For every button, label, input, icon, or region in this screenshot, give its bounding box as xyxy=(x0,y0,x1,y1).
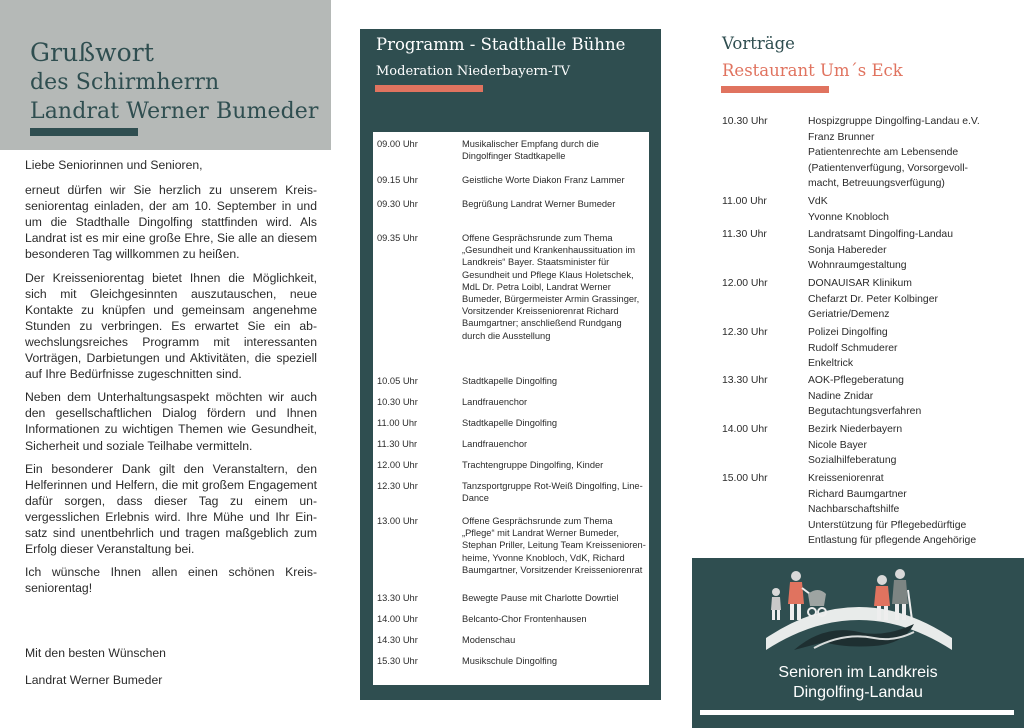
letter-signature: Landrat Werner Bumeder xyxy=(25,673,163,687)
letter-closing: Mit den besten Wünschen xyxy=(25,646,166,660)
talk-line: Rudolf Schmuderer xyxy=(808,342,898,354)
schedule-desc: Belcanto-Chor Frontenhausen xyxy=(462,614,587,624)
talk-line: DONAUISAR Klinikum xyxy=(808,278,912,289)
letter-paragraph: Neben dem Unterhaltungsaspekt möchten wir auch den gesellschaftlichen Dialog fördern und Ihnen Informationen zu wichtigen Themen wie Gesundheit, Sicherheit und soziale Teilhabe vermitteln. xyxy=(25,390,317,453)
letter-paragraph: Ich wünsche Ihnen allen einen schönen Kreisseniorentag! xyxy=(25,565,317,596)
talks-title: Vorträge xyxy=(722,34,795,53)
program-subtitle: Moderation Niederbayern-TV xyxy=(376,64,570,79)
talk-line: AOK-Pflegeberatung xyxy=(808,375,904,386)
schedule-desc: Modenschau xyxy=(462,635,516,645)
schedule-time: 09.15 Uhr xyxy=(377,175,418,185)
child-figure xyxy=(771,588,781,620)
schedule-desc: Musikalischer Empfang durch die Dingolfinger Stadtkapelle xyxy=(462,139,599,162)
schedule-desc: Trachtengruppe Dingolfing, Kinder xyxy=(462,460,604,470)
talk-line: Begutachtungsverfahren xyxy=(808,406,922,417)
talk-line: Unterstützung für Pflegebedürftige xyxy=(808,519,967,531)
schedule-time: 09.00 Uhr xyxy=(377,139,418,149)
talk-time: 12.00 Uhr xyxy=(722,278,768,289)
talk-line: Landratsamt Dingolfing-Landau xyxy=(808,229,953,240)
talk-line: Polizei Dingolfing xyxy=(808,327,888,338)
talk-line: Yvonne Knobloch xyxy=(808,211,889,223)
program-title: Programm - Stadthalle Bühne xyxy=(376,35,626,54)
talk-time: 14.00 Uhr xyxy=(722,424,768,435)
letter-paragraph: Der Kreisseniorentag bietet Ihnen die Möglichkeit, sich mit Gleichgesinnten auszutauschen, neue Kontakte zu knüpfen und gemeinsam angenehme Stunden zu verbringen. Es erwartet Sie ein abwechslungsreiches Programm mit interessanten Vorträgen, Darbietungen und Aktivitäten, die speziell auf Ihre Bedürfnisse zugeschnitten sind. xyxy=(25,270,317,382)
schedule-time: 15.30 Uhr xyxy=(377,656,418,666)
schedule-time: 13.30 Uhr xyxy=(377,593,418,603)
schedule-time: 12.00 Uhr xyxy=(377,460,418,470)
schedule-desc: Begrüßung Landrat Werner Bumeder xyxy=(462,199,616,209)
schedule-desc: Geistliche Worte Diakon Franz Lammer xyxy=(462,175,625,185)
talk-line: Nadine Znidar xyxy=(808,390,874,402)
talk-line: macht, Betreuungsverfügung) xyxy=(808,178,945,189)
logo-text-line1: Senioren im Landkreis xyxy=(778,664,938,681)
schedule-time: 09.30 Uhr xyxy=(377,199,418,209)
letter-paragraph: erneut dürfen wir Sie herzlich zu unserem Kreisseniorentag einladen, der am 10. September in und um die Stadthalle Dingolfing stattfinden wird. Als Landrat ist es mir eine große Ehre, Sie alle an diesem besonderen Tag willkommen zu heißen. xyxy=(25,183,317,262)
greeting-letter xyxy=(25,157,317,603)
letter-paragraph: Ein besonderer Dank gilt den Veranstaltern, den Helferinnen und Helfern, die mit großem Engagement dafür sorgen, dass dieser Tag zu einem unvergesslichen Erlebnis wird. Ihre Mühe und Ihr Einsatz sind unentbehrlich und tragen maßgeblich zum Erfolg dieser Veranstaltung bei. xyxy=(25,461,317,557)
schedule-desc: Musikschule Dingolfing xyxy=(462,656,558,666)
schedule-time: 11.30 Uhr xyxy=(377,439,418,449)
talk-line: Geriatrie/Demenz xyxy=(808,309,890,320)
talk-line: Franz Brunner xyxy=(808,131,875,143)
schedule-time: 10.30 Uhr xyxy=(377,397,418,407)
seniors-bridge-logo xyxy=(764,562,954,658)
talk-time: 12.30 Uhr xyxy=(722,327,768,338)
talk-time: 11.30 Uhr xyxy=(722,229,767,240)
title-accent-bar xyxy=(30,128,138,136)
talk-line: Enkeltrick xyxy=(808,358,854,369)
schedule-desc: Landfrauenchor xyxy=(462,439,528,449)
parent-figure xyxy=(788,571,810,620)
schedule-desc: Landfrauenchor xyxy=(462,397,528,407)
talk-line: Richard Baumgartner xyxy=(808,488,907,500)
senior-man-figure xyxy=(892,569,912,620)
talk-time: 11.00 Uhr xyxy=(722,196,767,207)
talk-line: Hospizgruppe Dingolfing-Landau e.V. xyxy=(808,116,980,127)
schedule-time: 11.00 Uhr xyxy=(377,418,418,428)
talk-line: (Patientenverfügung, Vorsorgevoll- xyxy=(808,162,968,174)
talk-line: VdK xyxy=(808,196,828,207)
schedule-time: 09.35 Uhr xyxy=(377,233,418,243)
talk-line: Nicole Bayer xyxy=(808,439,867,451)
talks-accent-bar xyxy=(721,86,829,93)
talk-line: Sozialhilfeberatung xyxy=(808,455,897,466)
talk-time: 15.00 Uhr xyxy=(722,473,768,484)
talk-line: Kreisseniorenrat xyxy=(808,473,884,484)
talk-line: Nachbarschaftshilfe xyxy=(808,504,900,515)
greeting-title-line3: Landrat Werner Bumeder xyxy=(30,99,319,124)
schedule-desc: Stadtkapelle Dingolfing xyxy=(462,418,558,428)
talk-line: Chefarzt Dr. Peter Kolbinger xyxy=(808,293,938,305)
greeting-title: Grußwort xyxy=(30,38,154,67)
schedule-desc: Stadtkapelle Dingolfing xyxy=(462,376,558,386)
schedule-desc: Offene Gesprächsrunde zum Thema „Gesundheit und Krankenhaussituation im Landkreis“ Bayer. Staatsminister für Gesundheit und Pflege Klaus Holetschek, MdL Dr. Petra Loibl, Landrat Werner Bumeder, Bürgermeister Armin Grassinger, Vorsitzender Kreisseniorenrat Richard Baumgartner; anschließend Rundgang durch die Ausstellung xyxy=(462,233,640,341)
program-panel xyxy=(360,29,661,700)
schedule-desc: Bewegte Pause mit Charlotte Dowrtiel xyxy=(462,593,619,603)
greeting-header xyxy=(0,0,331,150)
schedule-time: 12.30 Uhr xyxy=(377,481,418,491)
talk-line: Wohnraumgestaltung xyxy=(808,260,907,271)
logo-text-line2: Dingolfing-Landau xyxy=(793,684,923,701)
talk-time: 13.30 Uhr xyxy=(722,375,768,386)
schedule-time: 10.05 Uhr xyxy=(377,376,418,386)
greeting-title-line2: des Schirmherrn xyxy=(30,70,220,95)
schedule-desc: Tanzsportgruppe Rot-Weiß Dingolfing, Line-Dance xyxy=(462,481,643,504)
talks-subtitle: Restaurant Um´s Eck xyxy=(722,61,903,80)
schedule-time: 14.00 Uhr xyxy=(377,614,418,624)
talk-time: 10.30 Uhr xyxy=(722,116,768,127)
talk-line: Entlastung für pflegende Angehörige xyxy=(808,535,977,546)
program-schedule xyxy=(373,132,649,685)
talk-line: Sonja Habereder xyxy=(808,244,887,256)
talk-line: Bezirk Niederbayern xyxy=(808,424,903,435)
organizer-logo-panel xyxy=(692,558,1024,728)
talk-line: Patientenrechte am Lebensende xyxy=(808,147,959,158)
letter-salutation: Liebe Seniorinnen und Senioren, xyxy=(25,158,203,172)
schedule-desc: Offene Gesprächsrunde zum Thema „Pflege“ mit Landrat Werner Bumeder, Stephan Priller, Leitung Team Kreisseniorenheime, Yvonne Knobloch, VdK, Richard Baumgartner, Vorsitzender Kreisseniorenrat xyxy=(462,516,646,575)
schedule-time: 14.30 Uhr xyxy=(377,635,418,645)
program-accent-bar xyxy=(375,85,483,92)
logo-underline xyxy=(700,710,1014,715)
schedule-time: 13.00 Uhr xyxy=(377,516,418,526)
